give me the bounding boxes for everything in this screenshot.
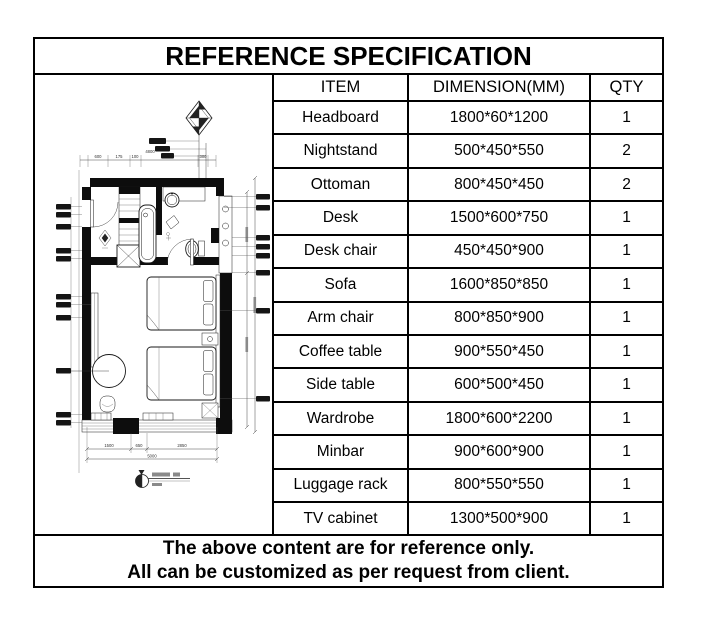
cell-item: Headboard	[274, 101, 408, 134]
table-row	[274, 268, 662, 301]
spec-table-container	[272, 75, 662, 534]
svg-text:300: 300	[199, 154, 207, 159]
svg-text:4800: 4800	[145, 149, 155, 154]
desk	[91, 293, 98, 367]
table-row	[274, 335, 662, 368]
footer-line-2: All can be customized as per request from client.	[127, 562, 570, 583]
cell-item: TV cabinet	[274, 502, 408, 534]
cell-qty: 1	[590, 268, 662, 301]
bathtub	[139, 205, 156, 263]
table-row	[274, 235, 662, 268]
cell-dimension: 1500*600*750	[408, 201, 590, 234]
sheet-body	[35, 75, 662, 534]
column-header-item: ITEM	[274, 75, 408, 101]
cell-dimension: 1600*850*850	[408, 268, 590, 301]
cell-dimension: 600*500*450	[408, 368, 590, 401]
footer-line-1: The above content are for reference only.	[162, 538, 535, 560]
construction-lines	[71, 170, 79, 473]
cell-qty: 2	[590, 134, 662, 167]
cell-qty: 1	[590, 368, 662, 401]
cell-qty: 1	[590, 101, 662, 134]
footer-note	[35, 534, 662, 586]
toilet	[186, 241, 205, 258]
cell-dimension: 900*550*450	[408, 335, 590, 368]
cell-qty: 1	[590, 302, 662, 335]
compass-icon	[186, 101, 212, 135]
cell-item: Side table	[274, 368, 408, 401]
vanity-sink	[163, 187, 205, 207]
svg-text:650: 650	[135, 443, 143, 448]
luggage-rack	[202, 403, 218, 418]
cell-item: Sofa	[274, 268, 408, 301]
annotation-tags-top	[149, 135, 206, 178]
cell-item: Desk	[274, 201, 408, 234]
dimension-line-top	[80, 149, 216, 167]
column-header-qty: QTY	[590, 75, 662, 101]
cell-dimension: 800*850*900	[408, 302, 590, 335]
entry-diamond-icon	[99, 230, 111, 248]
cell-qty: 1	[590, 435, 662, 468]
shower-bench	[166, 216, 179, 241]
table-row	[274, 469, 662, 502]
table-row	[274, 402, 662, 435]
svg-text:1500: 1500	[104, 443, 114, 448]
svg-text:600: 600	[94, 154, 102, 159]
cell-dimension: 1800*600*2200	[408, 402, 590, 435]
nightstand	[202, 333, 218, 345]
column-header-dimension: DIMENSION(MM)	[408, 75, 590, 101]
cell-dimension: 800*550*550	[408, 469, 590, 502]
table-row	[274, 168, 662, 201]
cell-item: Desk chair	[274, 235, 408, 268]
dimension-line-right	[245, 176, 257, 434]
cell-qty: 1	[590, 502, 662, 534]
svg-text:5000: 5000	[147, 453, 157, 459]
cell-dimension: 500*450*550	[408, 134, 590, 167]
cell-item: Nightstand	[274, 134, 408, 167]
floor-plan-drawing	[35, 75, 272, 538]
spec-table-body	[274, 101, 662, 534]
bed-2	[147, 347, 216, 400]
cell-qty: 1	[590, 402, 662, 435]
cell-qty: 1	[590, 235, 662, 268]
entry-door	[91, 200, 119, 227]
stool	[100, 396, 115, 412]
cell-item: Ottoman	[274, 168, 408, 201]
cell-dimension: 1300*500*900	[408, 502, 590, 534]
plan-title-icon	[136, 470, 191, 488]
service-panel	[219, 196, 232, 273]
table-header-row	[274, 75, 662, 101]
cell-qty: 2	[590, 168, 662, 201]
svg-text:175: 175	[115, 154, 123, 159]
spec-table	[274, 75, 662, 534]
table-row	[274, 502, 662, 534]
cell-item: Wardrobe	[274, 402, 408, 435]
dimension-line-bottom	[85, 427, 219, 463]
cell-dimension: 800*450*450	[408, 168, 590, 201]
table-row	[274, 368, 662, 401]
cell-qty: 1	[590, 469, 662, 502]
cell-item: Arm chair	[274, 302, 408, 335]
table-row	[274, 134, 662, 167]
sheet-frame	[33, 37, 664, 588]
cell-qty: 1	[590, 201, 662, 234]
bed-1	[147, 277, 216, 330]
table-row	[274, 201, 662, 234]
table-row	[274, 435, 662, 468]
svg-text:2850: 2850	[177, 443, 187, 448]
shaft-wall	[117, 187, 140, 267]
page-title: REFERENCE SPECIFICATION	[35, 39, 662, 75]
cell-item: Minbar	[274, 435, 408, 468]
cell-item: Luggage rack	[274, 469, 408, 502]
cell-dimension: 1800*60*1200	[408, 101, 590, 134]
cell-item: Coffee table	[274, 335, 408, 368]
table-row	[274, 302, 662, 335]
table-row	[274, 101, 662, 134]
svg-text:100: 100	[131, 154, 139, 159]
floor-plan-cell	[35, 75, 272, 534]
cell-dimension: 900*600*900	[408, 435, 590, 468]
cell-dimension: 450*450*900	[408, 235, 590, 268]
cell-qty: 1	[590, 335, 662, 368]
